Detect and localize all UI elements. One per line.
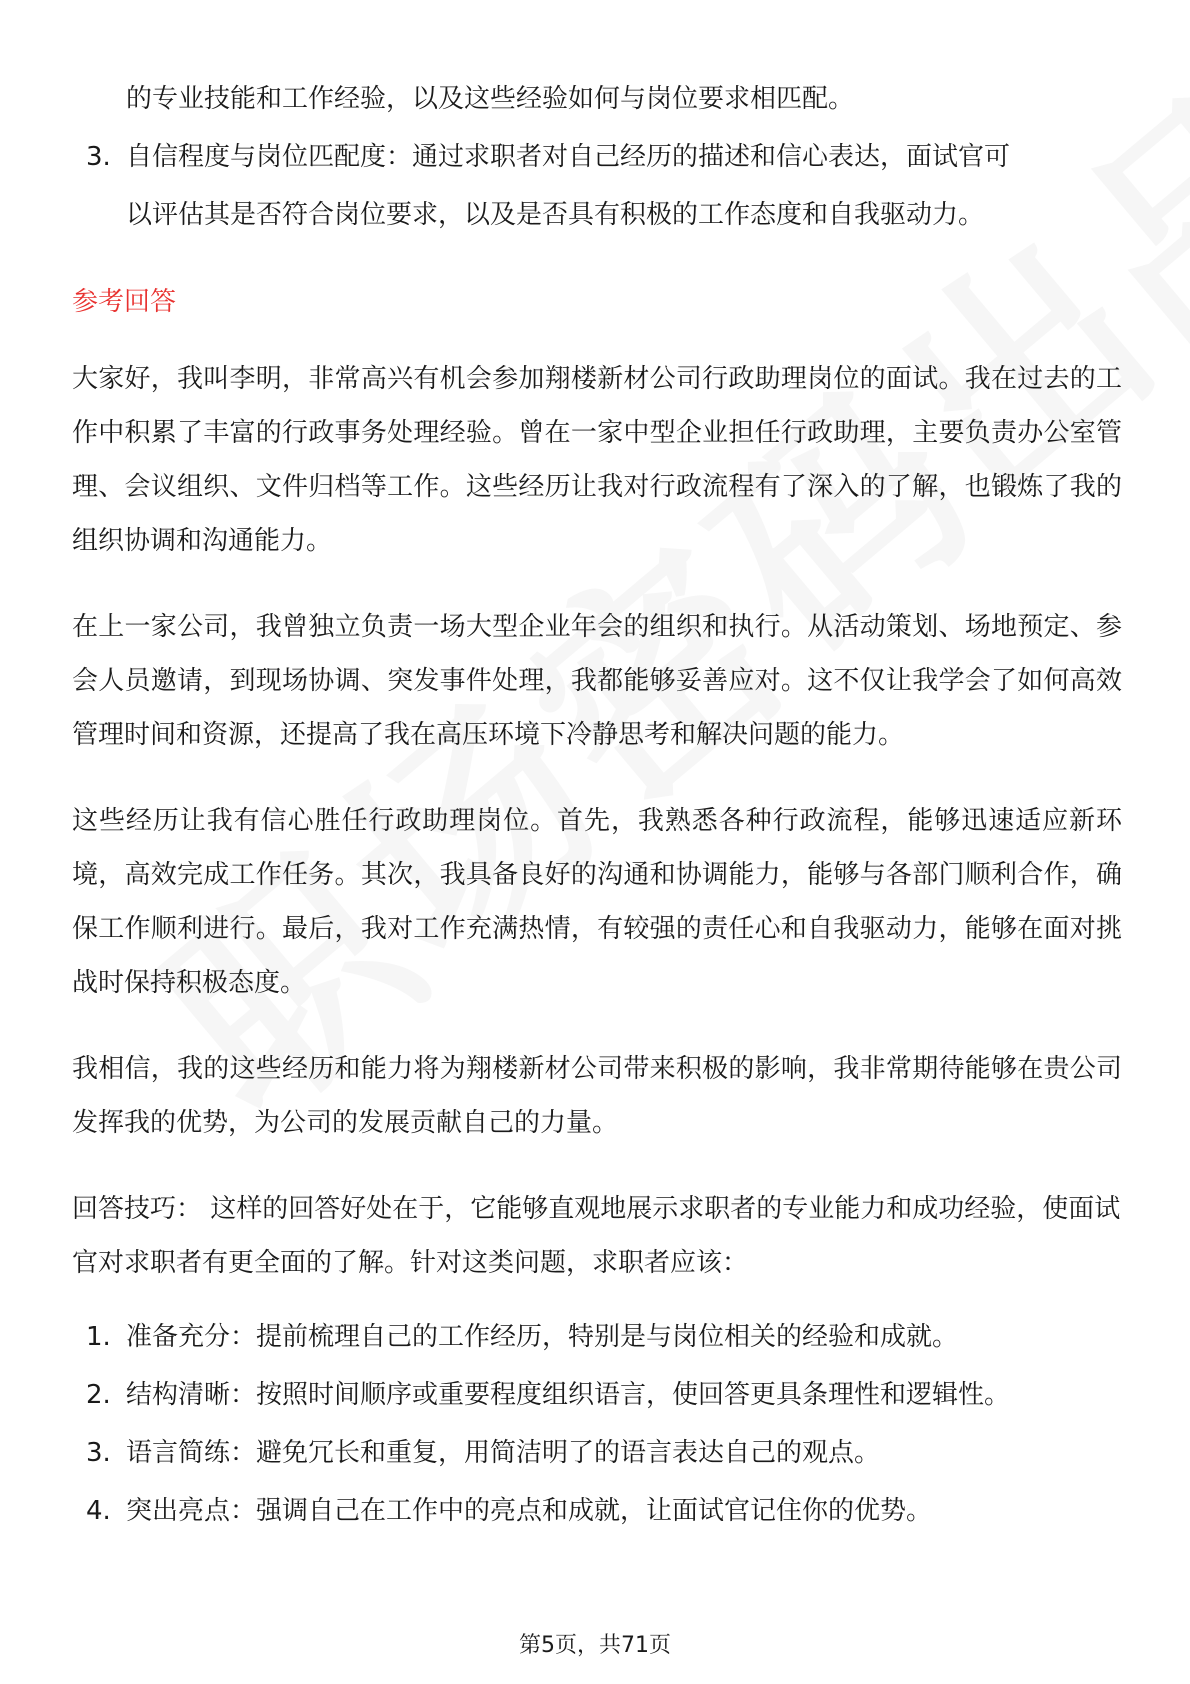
list-number: 3. [86,1438,111,1468]
answer-paragraph-2: 在上一家公司，我曾独立负责一场大型企业年会的组织和执行。从活动策划、场地预定、参会人员邀请，到现场协调、突发事件处理，我都能够妥善应对。这不仅让我学会了如何高效管理时间和资源，还提高了我在高压环境下冷静思考和解决问题的能力。 [72,612,1122,750]
criteria-item-line: 以评估其是否符合岗位要求，以及是否具有积极的工作态度和自我驱动力。 [126,200,985,230]
answer-tips-intro: 回答技巧： 这样的回答好处在于，它能够直观地展示求职者的专业能力和成功经验，使面试官对求职者有更全面的了解。针对这类问题，求职者应该： [72,1194,1121,1278]
criteria-item-3 [72,128,1122,244]
tip-item-4 [72,1482,1122,1540]
tip-text: 结构清晰：按照时间顺序或重要程度组织语言，使回答更具条理性和逻辑性。 [126,1380,1011,1410]
reference-answer-heading: 参考回答 [72,287,177,317]
answer-paragraph-3: 这些经历让我有信心胜任行政助理岗位。首先，我熟悉各种行政流程，能够迅速适应新环境，高效完成工作任务。其次，我具备良好的沟通和协调能力，能够与各部门顺利合作，确保工作顺利进行。最后，我对工作充满热情，有较强的责任心和自我驱动力，能够在面对挑战时保持积极态度。 [72,806,1122,998]
answer-paragraph-1: 大家好，我叫李明，非常高兴有机会参加翔楼新材公司行政助理岗位的面试。我在过去的工作中积累了丰富的行政事务处理经验。曾在一家中型企业担任行政助理，主要负责办公室管理、会议组织、文件归档等工作。这些经历让我对行政流程有了深入的了解，也锻炼了我的组织协调和沟通能力。 [72,364,1122,556]
list-number: 3. [86,142,111,172]
list-number: 2. [86,1380,111,1410]
list-number: 4. [86,1496,111,1526]
page-content [72,70,1122,1540]
tip-text: 准备充分：提前梳理自己的工作经历，特别是与岗位相关的经验和成就。 [126,1322,959,1352]
tip-item-1 [72,1308,1122,1366]
list-number: 1. [86,1322,111,1352]
tip-text: 语言简练：避免冗长和重复，用简洁明了的语言表达自己的观点。 [126,1438,881,1468]
answer-paragraph-4: 我相信，我的这些经历和能力将为翔楼新材公司带来积极的影响，我非常期待能够在贵公司发挥我的优势，为公司的发展贡献自己的力量。 [72,1054,1122,1138]
tip-item-2 [72,1366,1122,1424]
criteria-item-line: 自信程度与岗位匹配度：通过求职者对自己经历的描述和信心表达，面试官可 [126,142,1011,172]
tip-text: 突出亮点：强调自己在工作中的亮点和成就，让面试官记住你的优势。 [126,1496,933,1526]
list-continuation-line: 的专业技能和工作经验，以及这些经验如何与岗位要求相匹配。 [126,84,855,114]
tip-item-3 [72,1424,1122,1482]
page-footer: 第5页，共71页 [519,1633,671,1658]
